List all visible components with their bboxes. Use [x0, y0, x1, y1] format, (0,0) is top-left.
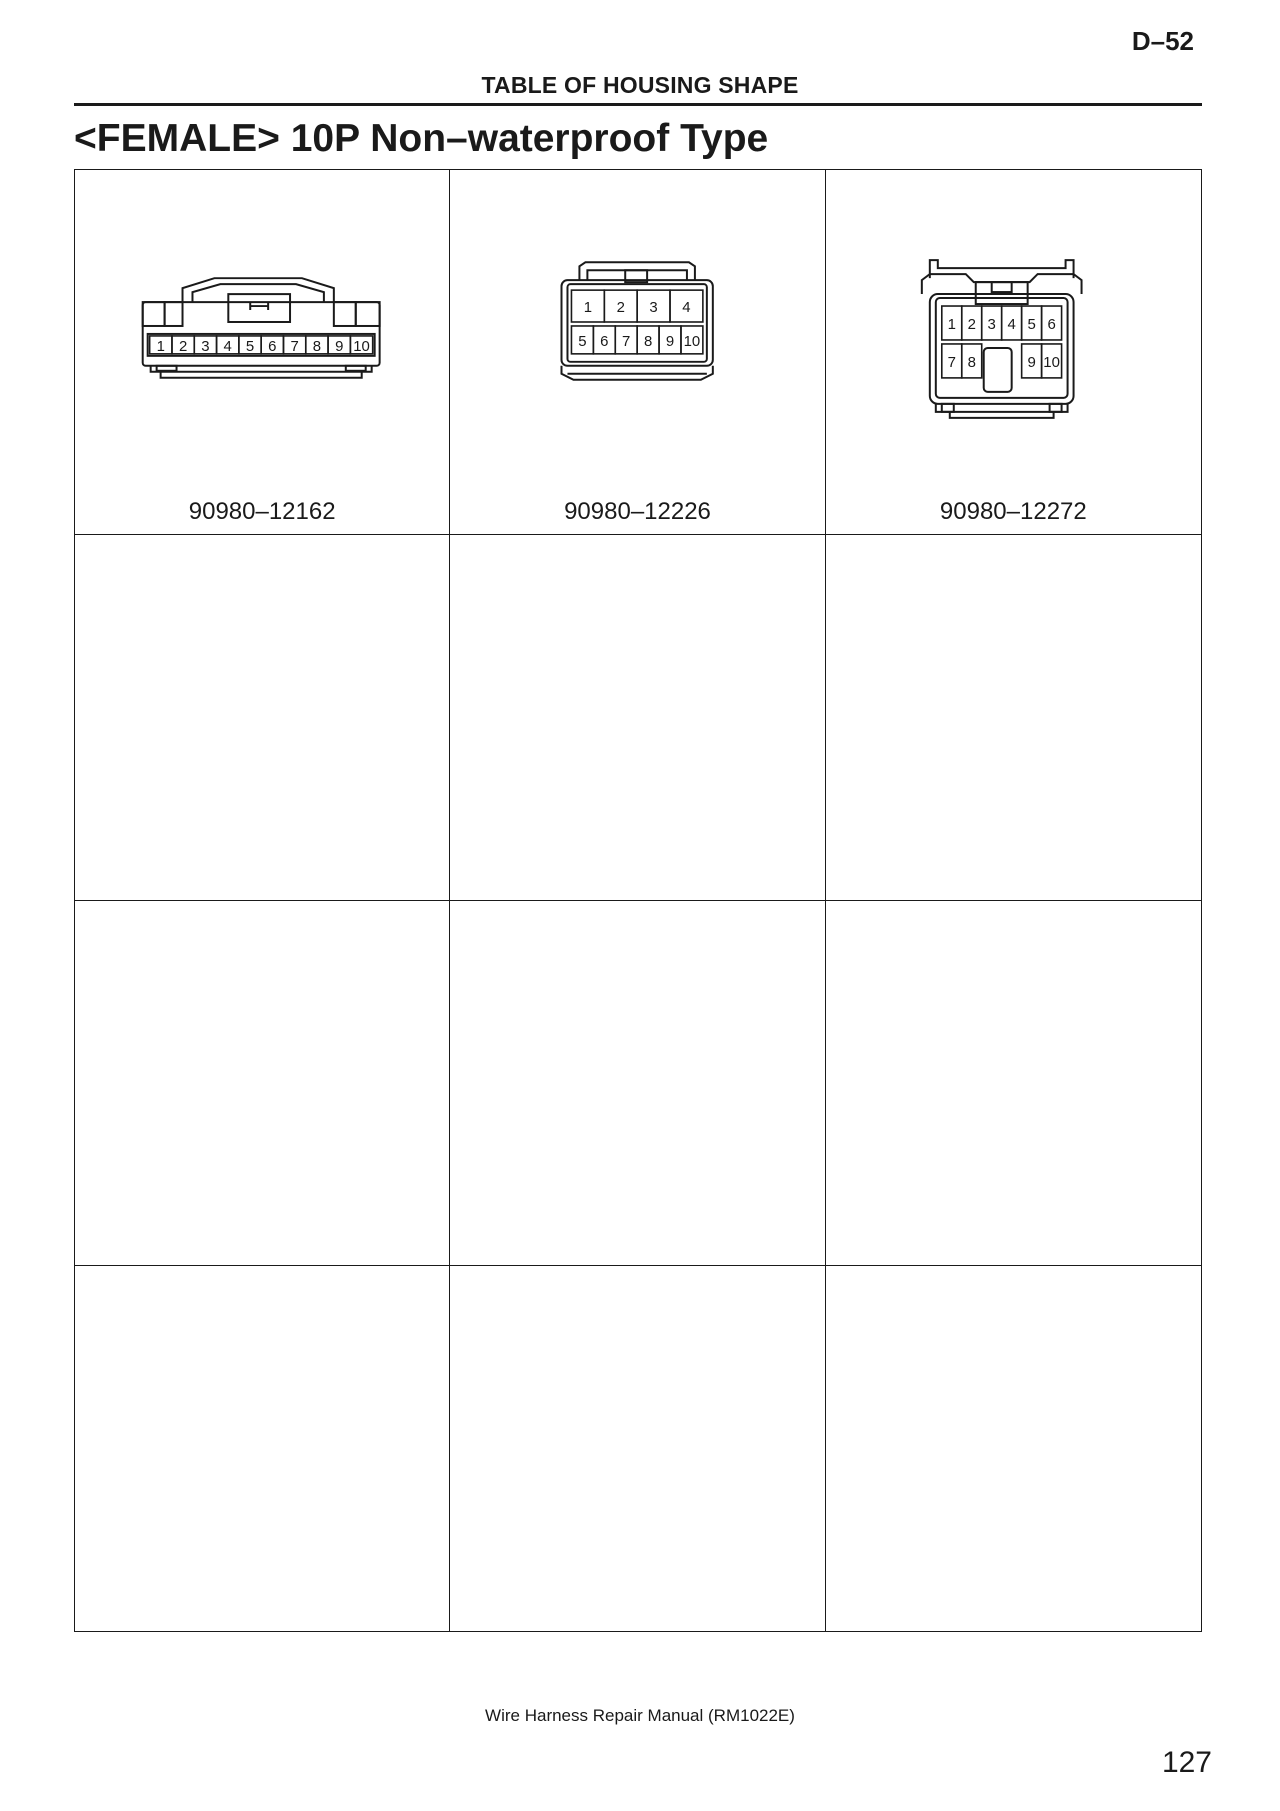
page-code: D–52	[1131, 26, 1194, 56]
pin-number: 1	[156, 337, 165, 355]
pin-grid	[572, 290, 703, 354]
part-number: 90980–12226	[564, 498, 711, 526]
part-number: 90980–12272	[939, 498, 1087, 526]
pin-number: 4	[682, 299, 691, 317]
pin-number: 10	[353, 337, 370, 355]
table-cell-empty	[450, 535, 825, 900]
page-number: 127	[1161, 1746, 1212, 1779]
pin-number: 3	[649, 299, 659, 317]
pin-number: 7	[622, 332, 631, 350]
manual-footer: Wire Harness Repair Manual (RM1022E)	[485, 1706, 795, 1725]
pin-number: 2	[178, 337, 188, 355]
table-cell-connector-3	[826, 170, 1201, 535]
table-cell-connector-1	[75, 170, 450, 535]
pin-number: 1	[584, 299, 593, 317]
table-cell-empty	[450, 901, 825, 1266]
pin-number: 7	[947, 353, 956, 371]
pin-number: 2	[967, 315, 976, 333]
pin-grid	[941, 306, 1061, 378]
pin-number: 6	[1047, 315, 1056, 333]
pin-number: 8	[312, 337, 322, 355]
pin-number: 9	[666, 332, 675, 350]
connector-10p-single-row-icon	[75, 170, 449, 470]
table-cell-empty	[826, 535, 1201, 900]
connector-10p-6-4-rows-icon	[826, 170, 1201, 470]
section-title: TABLE OF HOUSING SHAPE	[481, 72, 799, 98]
pin-number: 9	[335, 337, 344, 355]
pin-number: 3	[201, 337, 210, 355]
pin-row	[150, 336, 373, 355]
pin-number: 6	[600, 332, 609, 350]
pin-number: 7	[290, 337, 299, 355]
table-cell-empty	[75, 1266, 450, 1631]
table-cell-empty	[75, 901, 450, 1266]
pin-number: 5	[245, 337, 255, 355]
pin-number: 8	[644, 332, 653, 350]
pin-number: 3	[987, 315, 996, 333]
page-title: <FEMALE> 10P Non–waterproof Type	[74, 117, 769, 160]
pin-number: 5	[1027, 315, 1036, 333]
table-cell-empty	[826, 901, 1201, 1266]
table-cell-empty	[75, 535, 450, 900]
table-cell-connector-2	[450, 170, 825, 535]
pin-number: 1	[947, 315, 956, 333]
pin-number: 5	[578, 332, 587, 350]
pin-number: 4	[223, 337, 232, 355]
pin-number: 9	[1027, 353, 1036, 371]
pin-number: 4	[1007, 315, 1016, 333]
housing-shape-table	[74, 169, 1202, 1632]
connector-10p-4-6-rows-icon	[450, 170, 824, 470]
part-number: 90980–12162	[188, 498, 336, 526]
table-cell-empty	[826, 1266, 1201, 1631]
pin-number: 8	[967, 353, 976, 371]
pin-number: 6	[268, 337, 277, 355]
pin-number: 10	[683, 332, 701, 350]
table-cell-empty	[450, 1266, 825, 1631]
pin-number: 2	[616, 299, 626, 317]
header-rule	[74, 103, 1202, 106]
pin-number: 10	[1042, 353, 1060, 371]
